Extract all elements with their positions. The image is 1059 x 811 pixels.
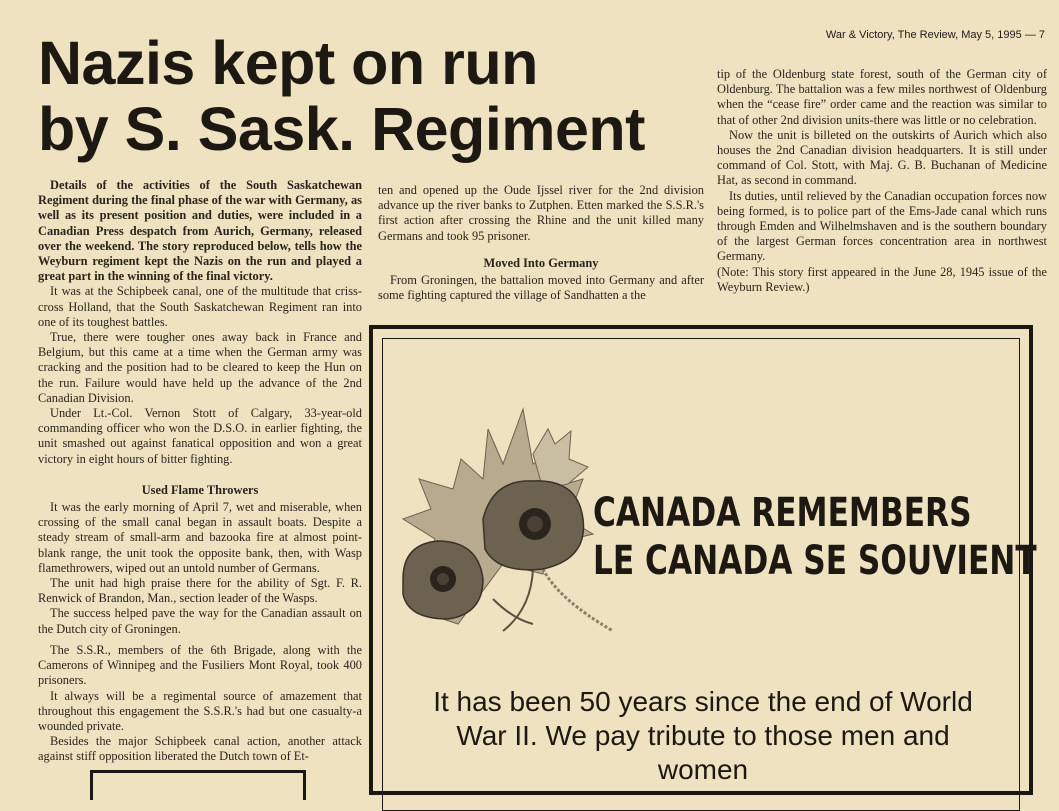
paragraph: From Groningen, the battalion moved into Germany and after some fighting captured the village of Sandhatten a the [378, 273, 704, 303]
paragraph: tip of the Oldenburg state forest, south of the German city of Oldenburg. The battalion was a few miles northwest of Oldenburg when the “cease fire” order came and the reaction was similar to that of other 2nd division units-there was little or no celebration. [717, 67, 1047, 127]
paragraph: The success helped pave the way for the Canadian assault on the Dutch city of Groningen. [38, 606, 362, 636]
article-column-2 [378, 183, 704, 303]
paragraph: It was the early morning of April 7, wet and miserable, when crossing of the small canal began in assault boats. Despite a steady stream of small-arm and bazooka fire at almost point-blank range, the unit took the opposite bank, then, with Wasp flamethrowers, wiped out an untold number of Germans. [38, 500, 362, 575]
paragraph: It always will be a regimental source of amazement that throughout this engagement the S.S.R.'s had but one casualty-a wounded private. [38, 688, 362, 733]
subhead-moved-into-germany: Moved Into Germany [483, 255, 599, 270]
ad-title-english: CANADA REMEMBERS [593, 490, 972, 536]
editor-note: (Note: This story first appeared in the June 28, 1945 issue of the Weyburn Review.) [717, 264, 1047, 294]
paragraph: The S.S.R., members of the 6th Brigade, along with the Camerons of Winnipeg and the Fusiliers Mont Royal, took 400 prisoners. [38, 642, 362, 688]
paragraph: Besides the major Schipbeek canal action, another attack against stiff opposition liberated the Dutch town of Et- [38, 734, 362, 764]
ad-title-french: LE CANADA SE SOUVIENT [593, 538, 1037, 584]
ad-title [593, 489, 1037, 585]
paragraph: ten and opened up the Oude Ijssel river for the 2nd division advance up the river banks to Zutphen. Etten marked the S.S.R.'s first action after crossing the Rhine and the unit killed many Germans and took 95 prisoner. [378, 183, 704, 243]
ad-body-text: It has been 50 years since the end of World War II. We pay tribute to those men and women [433, 686, 973, 785]
headline [38, 30, 718, 162]
subhead-flame-throwers: Used Flame Throwers [141, 482, 259, 497]
canada-remembers-ad [369, 325, 1037, 795]
paragraph: It was at the Schipbeek canal, one of the multitude that criss-cross Holland, that the South Saskatchewan Regiment ran into one of its toughest battles. [38, 284, 362, 329]
article-column-3 [717, 67, 1047, 295]
article-column-1 [38, 178, 362, 765]
paragraph: The unit had high praise there for the ability of Sgt. F. R. Renwick of Brandon, Man., section leader of the Wasps. [38, 576, 362, 606]
running-header: War & Victory, The Review, May 5, 1995 — 7 [825, 29, 1045, 41]
article-lead: Details of the activities of the South Saskatchewan Regiment during the final phase of the war with Germany, as well as its present position and duties, were included in a Canadian Press despatch from Aurich, Germany, released over the weekend. The story reproduced below, tells how the Weyburn regiment kept the Nazis on the run and played a great part in the winning of the final victory. [38, 178, 362, 284]
paragraph: Under Lt.-Col. Vernon Stott of Calgary, 33-year-old commanding officer who won the D.S.O. in earlier fighting, the unit smashed out against fanatical opposition and won a great victory in eight hours of bitter fighting. [38, 406, 362, 466]
paragraph: Its duties, until relieved by the Canadian occupation forces now being formed, is to police part of the Ems-Jade canal which runs through Emden and Wilhelmshaven and is the southern boundary of the largest German forces concentration area in northwest Germany. [717, 188, 1047, 264]
adjacent-box-border [90, 770, 306, 800]
paragraph: Now the unit is billeted on the outskirts of Aurich which also houses the 2nd Canadian division headquarters. It is still under command of Col. Stott, with Maj. G. B. Buchanan of Medicine Hat, as second in command. [717, 127, 1047, 188]
headline-line-1: Nazis kept on run [38, 29, 538, 97]
paragraph: True, there were tougher ones away back in France and Belgium, but this came at a time when the German army was cracking and the position had to be cleared to keep the Hun on the run. Failure would have held up the advance of the 2nd Canadian Division. [38, 330, 362, 405]
headline-line-2: by S. Sask. Regiment [38, 95, 645, 163]
